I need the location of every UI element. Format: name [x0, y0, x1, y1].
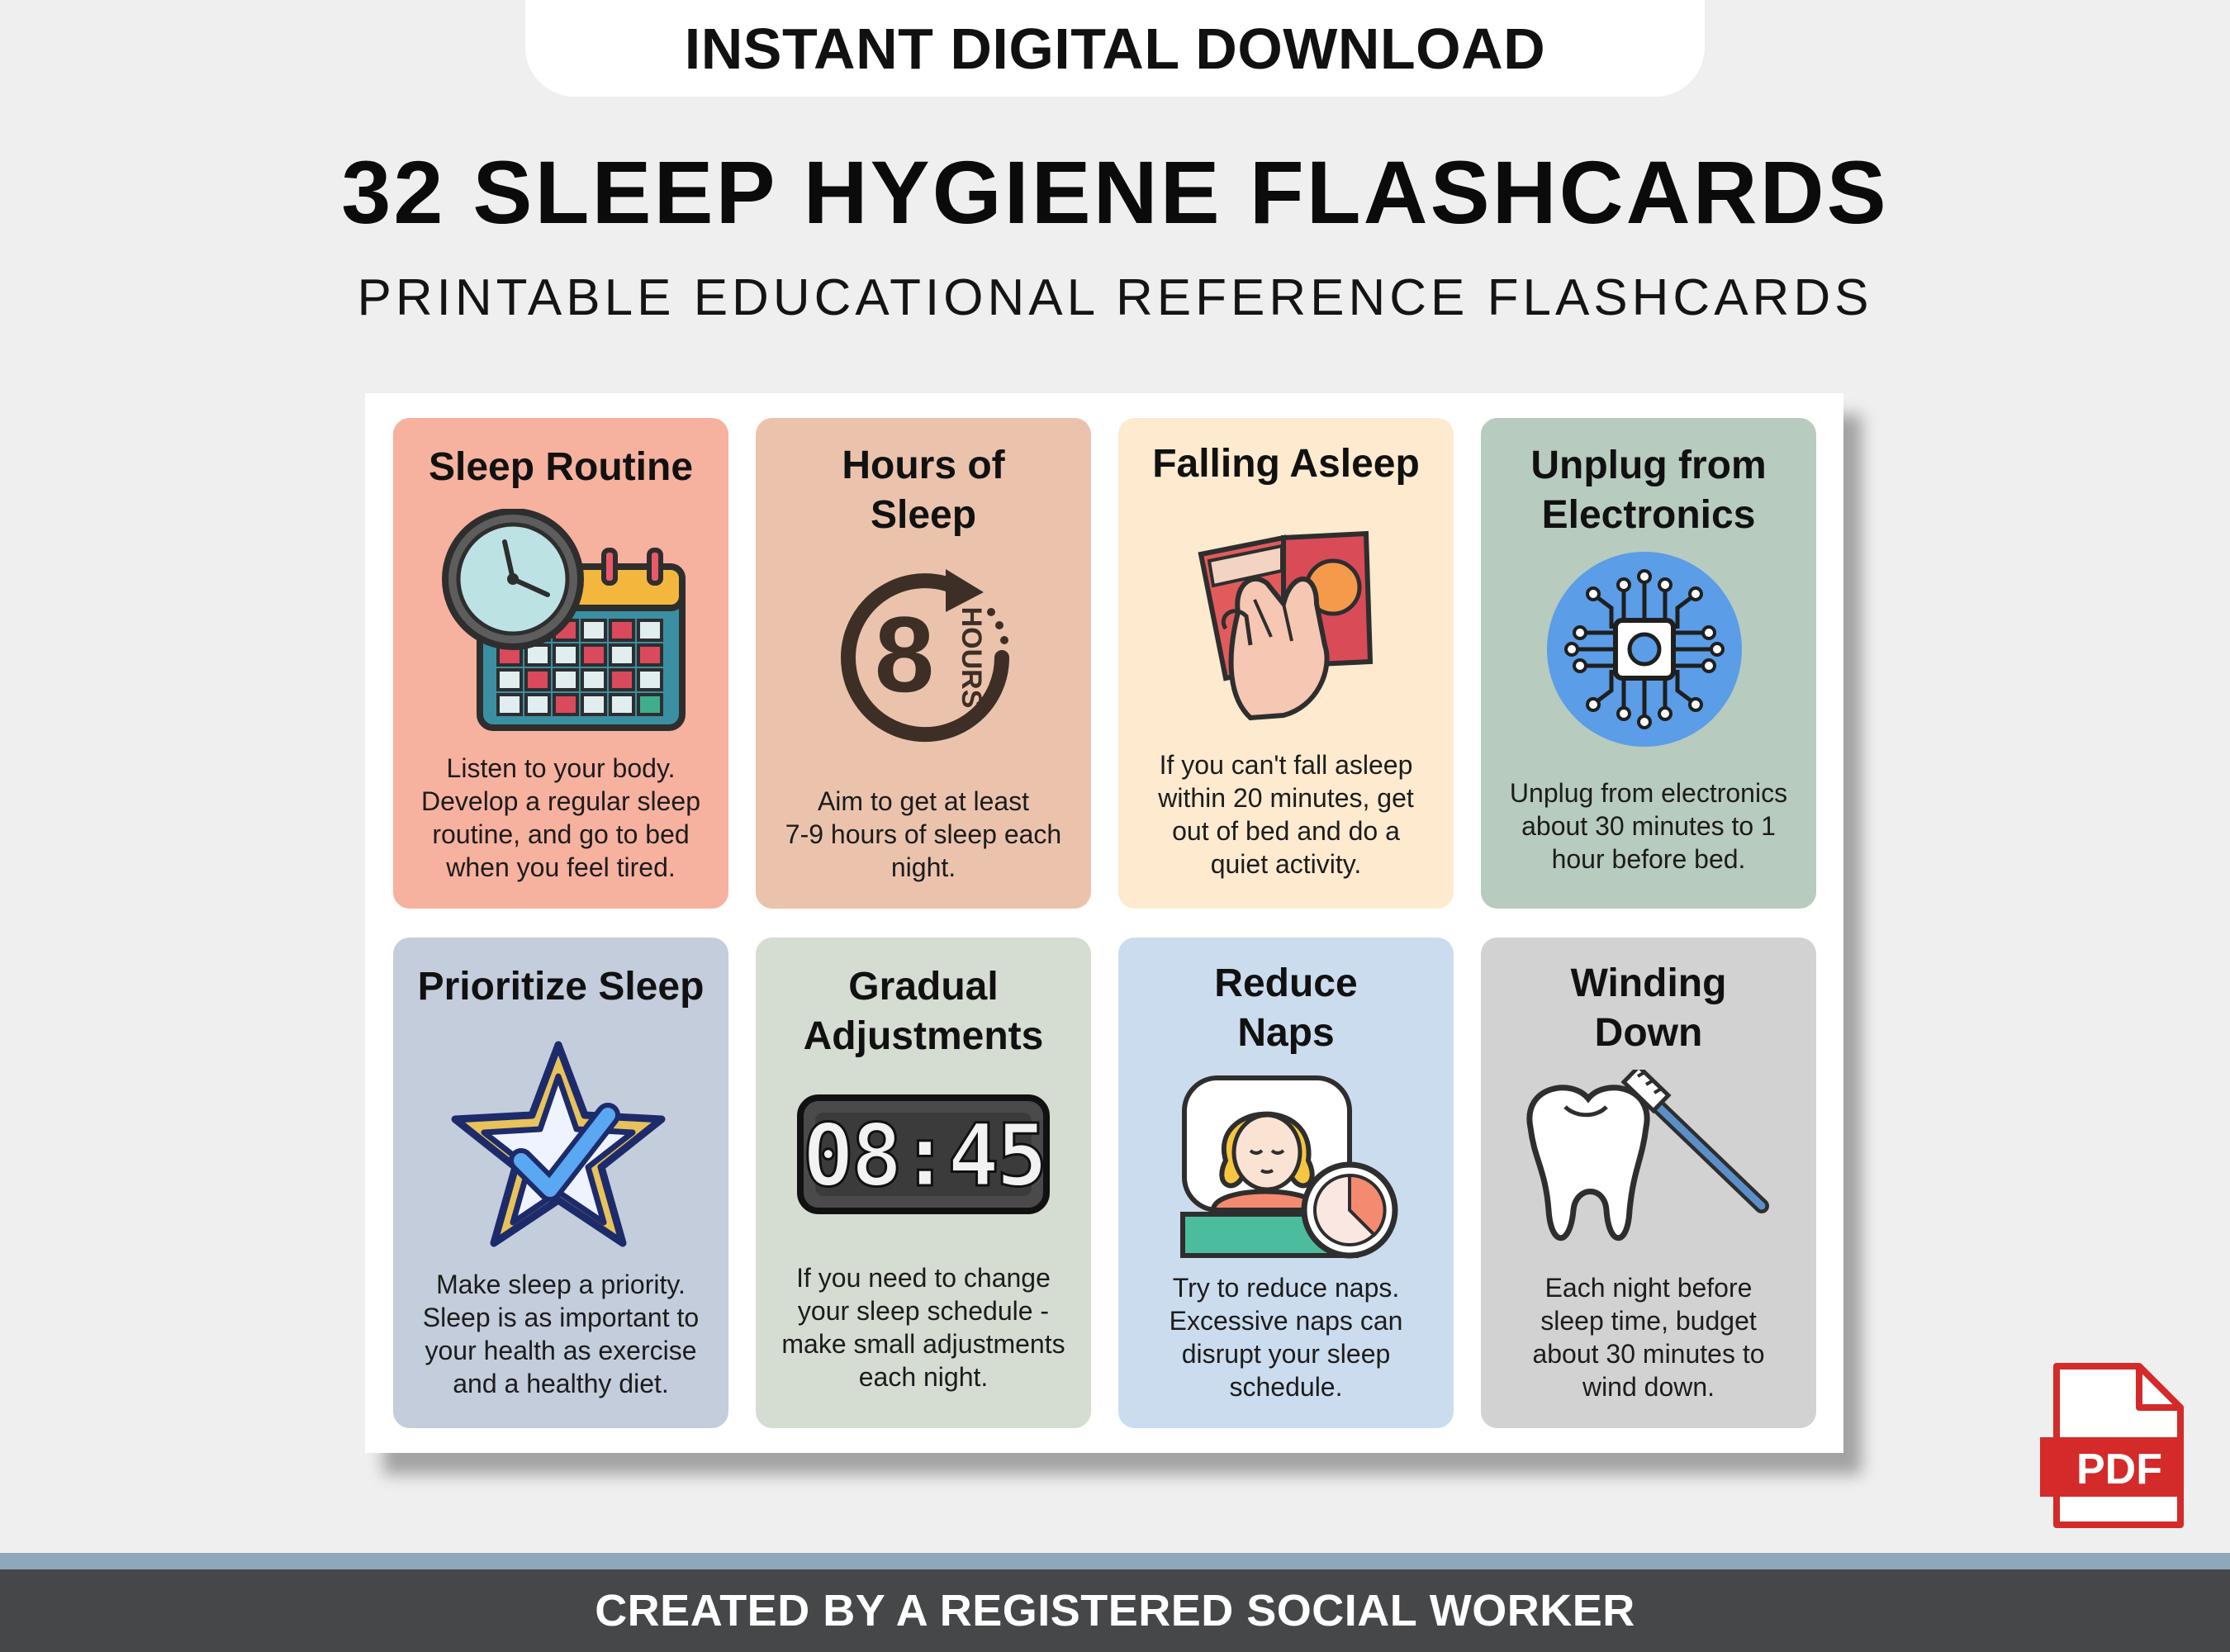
eight-number: 8: [874, 594, 935, 714]
hands-book-icon: [1193, 521, 1383, 724]
desc-line: Make sleep a priority.: [436, 1270, 686, 1299]
card-title: Prioritize Sleep: [417, 965, 705, 1009]
badge-text: INSTANT DIGITAL DOWNLOAD: [684, 16, 1546, 81]
desc-line: each night.: [858, 1362, 989, 1392]
desc-line: Each night before: [1544, 1273, 1753, 1303]
flashcard-sheet: [365, 393, 1843, 1453]
pdf-file-icon: [2040, 1363, 2189, 1528]
desc-line: If you can't fall asleep: [1159, 750, 1413, 780]
desc-line: Develop a regular sleep: [421, 786, 700, 816]
card-hours-of-sleep: [756, 418, 1091, 909]
footer-bar: [0, 1569, 2230, 1652]
card-title: Falling Asleep: [1152, 442, 1420, 486]
card-gradual-adjustments: [756, 938, 1091, 1428]
card-description: [771, 1261, 1076, 1393]
desc-line: about 30 minutes to: [1532, 1339, 1765, 1369]
tooth-brush-icon: [1514, 1070, 1778, 1260]
card-title: Winding Down: [1570, 961, 1727, 1055]
desc-line: If you need to change: [796, 1263, 1051, 1293]
desc-line: out of bed and do a: [1172, 816, 1400, 846]
desc-line: hour before bed.: [1551, 844, 1746, 874]
desc-line: sleep time, budget: [1540, 1306, 1757, 1336]
desc-line: and a healthy diet.: [453, 1369, 669, 1398]
desc-line: night.: [890, 852, 956, 882]
desc-line: 7-9 hours of sleep each: [785, 819, 1062, 849]
hours-text: HOURS: [956, 606, 987, 709]
card-description: [1133, 748, 1439, 881]
napping-person-icon: [1176, 1070, 1407, 1260]
card-title: Gradual Adjustments: [803, 965, 1044, 1058]
card-title: Unplug from Electronics: [1530, 444, 1767, 537]
clock-calendar-icon: [439, 509, 686, 732]
desc-line: Listen to your body.: [446, 753, 676, 783]
desc-line: schedule.: [1229, 1372, 1343, 1402]
card-reduce-naps: [1118, 938, 1454, 1428]
desc-line: Try to reduce naps.: [1172, 1273, 1400, 1303]
card-unplug-electronics: [1481, 418, 1816, 909]
card-title: Reduce Naps: [1214, 961, 1358, 1055]
page-title: 32 SLEEP HYGIENE FLASHCARDS: [341, 142, 1889, 242]
desc-line: within 20 minutes, get: [1158, 783, 1414, 813]
card-description: [408, 1268, 714, 1400]
card-title: Hours of Sleep: [842, 444, 1005, 537]
desc-line: your health as exercise: [425, 1336, 697, 1365]
card-title: Sleep Routine: [428, 445, 694, 489]
desc-line: Excessive naps can: [1169, 1306, 1403, 1336]
card-description: [1496, 776, 1801, 876]
footer-accent-band: [0, 1553, 2230, 1569]
desc-line: your sleep schedule -: [797, 1296, 1050, 1326]
clock-readout: 08:45: [802, 1105, 1045, 1206]
desc-line: Unplug from electronics: [1509, 778, 1788, 808]
card-sleep-routine: [393, 418, 728, 909]
desc-line: about 30 minutes to 1: [1521, 811, 1776, 841]
card-description: [1496, 1271, 1801, 1403]
desc-line: Sleep is as important to: [422, 1303, 700, 1332]
page-subtitle: PRINTABLE EDUCATIONAL REFERENCE FLASHCARDS: [357, 269, 1873, 326]
card-description: [1133, 1271, 1439, 1403]
card-winding-down: [1481, 938, 1816, 1428]
instant-download-badge: [525, 0, 1705, 97]
desc-line: quiet activity.: [1210, 849, 1362, 879]
desc-line: Aim to get at least: [817, 786, 1030, 816]
digital-clock-icon: [797, 1094, 1050, 1214]
desc-line: wind down.: [1582, 1372, 1715, 1402]
card-prioritize-sleep: [393, 938, 728, 1428]
card-description: [408, 752, 714, 884]
eight-hours-icon: [822, 554, 1028, 761]
desc-line: make small adjustments: [781, 1329, 1065, 1359]
desc-line: when you feel tired.: [446, 852, 676, 882]
desc-line: disrupt your sleep: [1181, 1339, 1391, 1369]
footer-text: CREATED BY A REGISTERED SOCIAL WORKER: [595, 1586, 1635, 1635]
card-falling-asleep: [1118, 418, 1454, 909]
card-description: [771, 785, 1076, 884]
pdf-label: PDF: [2076, 1446, 2162, 1493]
star-check-icon: [443, 1037, 674, 1260]
desc-line: routine, and go to bed: [432, 819, 690, 849]
circuit-chip-icon: [1545, 550, 1744, 748]
